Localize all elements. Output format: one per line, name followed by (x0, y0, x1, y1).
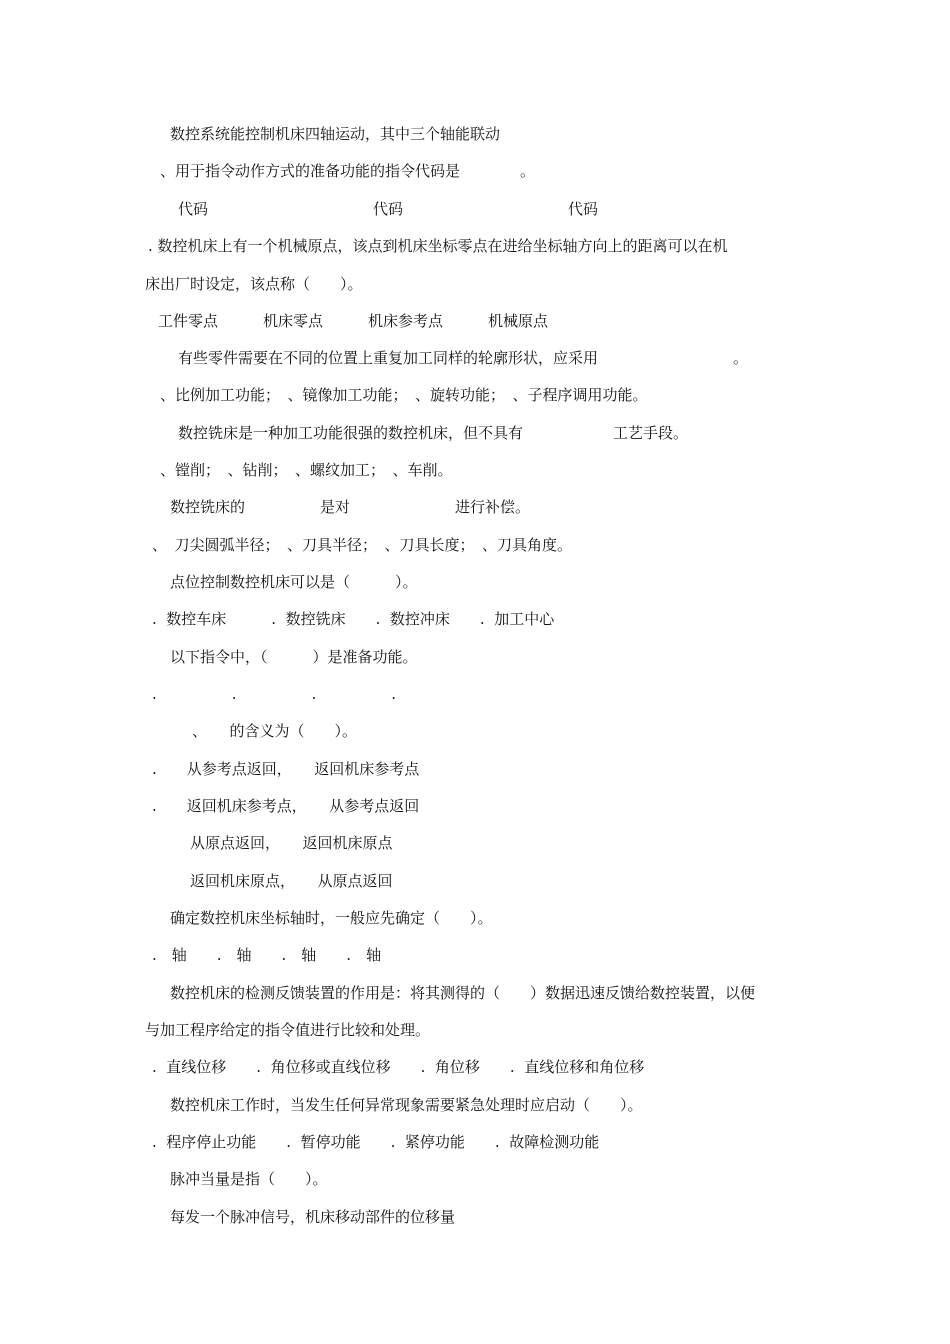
question-stem-coordinate-axis: 确定数控机床坐标轴时，一般应先确定（ ）。 (170, 909, 493, 927)
question-stem-four-axis: 数控系统能控制机床四轴运动，其中三个轴能联动 (170, 125, 501, 143)
question-stem-feedback: 数控机床的检测反馈装置的作用是：将其测得的（ ）数据迅速反馈给数控装置，以便 (170, 984, 756, 1002)
question-stem-machine-origin-cont: 床出厂时设定，该点称（ ）。 (145, 275, 363, 293)
question-stem-feedback-cont: 与加工程序给定的指令值进行比较和处理。 (145, 1021, 431, 1039)
question-stem-emergency: 数控机床工作时，当发生任何异常现象需要紧急处理时应启动（ ）。 (170, 1096, 643, 1114)
question-stem-meaning: 、 的含义为（ ）。 (192, 722, 358, 740)
answer-options-axis: . 轴 . 轴 . 轴 . 轴 (152, 946, 382, 964)
answer-options-functions: 、比例加工功能； 、镜像加工功能； 、旋转功能； 、子程序调用功能。 (160, 386, 648, 404)
answer-option-c: 从原点返回， 返回机床原点 (190, 834, 393, 852)
answer-options-displacement: . 直线位移 . 角位移或直线位移 . 角位移 . 直线位移和角位移 (152, 1058, 645, 1076)
question-stem-point-control: 点位控制数控机床可以是（ ）。 (170, 573, 418, 591)
answer-options-processes: 、镗削； 、钻削； 、螺纹加工； 、车削。 (160, 461, 453, 479)
question-stem-machine-origin: . 数控机床上有一个机械原点，该点到机床坐标零点在进给坐标轴方向上的距离可以在机 (148, 237, 728, 255)
question-stem-pulse: 脉冲当量是指（ ）。 (170, 1170, 328, 1188)
question-stem-compensation: 数控铣床的 是对 进行补偿。 (170, 498, 531, 516)
answer-options-code: 代码 代码 代码 (178, 200, 599, 218)
question-stem-prep-function-code: 、用于指令动作方式的准备功能的指令代码是 。 (160, 162, 536, 180)
answer-option-a: . 从参考点返回， 返回机床参考点 (152, 760, 420, 778)
answer-options-stop: . 程序停止功能 . 暂停功能 . 紧停功能 . 故障检测功能 (152, 1133, 600, 1151)
answer-option-pulse: 每发一个脉冲信号，机床移动部件的位移量 (170, 1208, 456, 1226)
answer-options-machines: . 数控车床 . 数控铣床 . 数控冲床 . 加工中心 (152, 610, 555, 628)
answer-options-tool: 、 刀尖圆弧半径； 、刀具半径； 、刀具长度； 、刀具角度。 (152, 536, 573, 554)
question-stem-prep-instruction: 以下指令中，（ ）是准备功能。 (170, 648, 418, 666)
answer-option-d: 返回机床原点， 从原点返回 (190, 872, 393, 890)
question-stem-milling-machine: 数控铣床是一种加工功能很强的数控机床，但不具有 工艺手段。 (178, 424, 689, 442)
answer-options-blank: . . . . (152, 685, 397, 703)
answer-option-b: . 返回机床参考点， 从参考点返回 (152, 797, 420, 815)
answer-options-zero-point: 工件零点 机床零点 机床参考点 机械原点 (158, 312, 549, 330)
question-stem-repeat-contour: 有些零件需要在不同的位置上重复加工同样的轮廓形状，应采用 。 (178, 349, 749, 367)
